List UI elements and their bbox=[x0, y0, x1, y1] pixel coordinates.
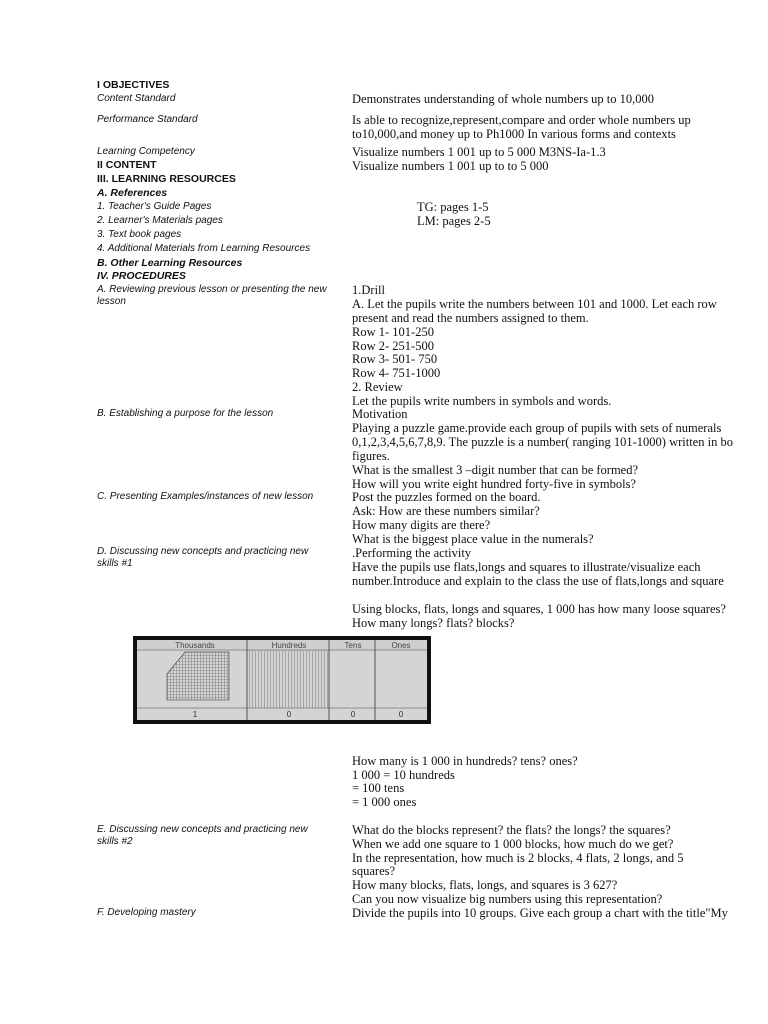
content-heading: II CONTENT bbox=[97, 159, 157, 171]
procedure-d-line: 1 000 = 10 hundreds bbox=[352, 768, 455, 782]
place-value-chart bbox=[137, 640, 427, 720]
performance-standard-line-1: Is able to recognize,represent,compare and order whole numbers up bbox=[352, 113, 691, 127]
content-standard-label: Content Standard bbox=[97, 93, 176, 104]
procedure-c-label: C. Presenting Examples/instances of new lesson bbox=[97, 491, 314, 502]
header-thousands: Thousands bbox=[175, 641, 215, 650]
performance-standard-label: Performance Standard bbox=[97, 114, 198, 125]
learning-resources-heading: III. LEARNING RESOURCES bbox=[97, 173, 236, 185]
learning-competency-label: Learning Competency bbox=[97, 146, 195, 157]
procedure-d-line: .Performing the activity bbox=[352, 546, 472, 560]
procedure-a-line: A. Let the pupils write the numbers between 101 and 1000. Let each row bbox=[352, 297, 717, 311]
procedure-b-line: Playing a puzzle game.provide each group of pupils with sets of numerals bbox=[352, 421, 722, 435]
header-tens: Tens bbox=[344, 641, 362, 650]
procedure-b-line: 0,1,2,3,4,5,6,7,8,9. The puzzle is a number( ranging 101-1000) written in bo bbox=[352, 435, 733, 449]
content-text: Visualize numbers 1 001 up to to 5 000 bbox=[352, 159, 549, 173]
procedure-a-line: present and read the numbers assigned to them. bbox=[352, 311, 589, 325]
procedure-a-label: A. Reviewing previous lesson or presenting the new lesson bbox=[97, 284, 327, 307]
procedure-d-line: number.Introduce and explain to the class the use of flats,longs and square bbox=[352, 574, 724, 588]
procedure-d-line: How many is 1 000 in hundreds? tens? ones? bbox=[352, 754, 578, 768]
learners-materials-label: 2. Learner's Materials pages bbox=[97, 215, 223, 226]
procedure-a-line: Let the pupils write numbers in symbols and words. bbox=[352, 394, 612, 408]
procedure-d-line: Have the pupils use flats,longs and squares to illustrate/visualize each bbox=[352, 560, 701, 574]
procedure-c-line: How many digits are there? bbox=[352, 518, 491, 532]
performance-standard-line-2: to10,000,and money up to Ph1000 In various forms and contexts bbox=[352, 127, 676, 141]
additional-materials-label: 4. Additional Materials from Learning Resources bbox=[97, 243, 311, 254]
procedure-e-line: In the representation, how much is 2 blocks, 4 flats, 2 longs, and 5 bbox=[352, 851, 684, 865]
procedure-e-line: squares? bbox=[352, 864, 396, 878]
header-hundreds: Hundreds bbox=[271, 641, 307, 650]
procedure-e-line: Can you now visualize big numbers using this representation? bbox=[352, 892, 663, 906]
procedure-b-label: B. Establishing a purpose for the lesson bbox=[97, 408, 274, 419]
teachers-guide-pages: TG: pages 1-5 bbox=[417, 200, 489, 214]
place-value-figure bbox=[133, 636, 431, 724]
references-heading: A. References bbox=[97, 187, 168, 199]
procedures-heading: IV. PROCEDURES bbox=[97, 270, 186, 282]
other-resources-heading: B. Other Learning Resources bbox=[97, 257, 243, 269]
objectives-heading: I OBJECTIVES bbox=[97, 79, 170, 91]
procedure-a-line: Row 3- 501- 750 bbox=[352, 352, 438, 366]
procedure-d-label: D. Discussing new concepts and practicing new skills #1 bbox=[97, 546, 309, 569]
procedure-b-line: What is the smallest 3 –digit number that can be formed? bbox=[352, 463, 639, 477]
procedure-c-line: Post the puzzles formed on the board. bbox=[352, 490, 541, 504]
content-standard-text: Demonstrates understanding of whole numbers up to 10,000 bbox=[352, 92, 655, 106]
procedure-f-label: F. Developing mastery bbox=[97, 907, 196, 918]
value-tens: 0 bbox=[350, 710, 356, 719]
procedure-d-line: = 1 000 ones bbox=[352, 795, 417, 809]
value-hundreds: 0 bbox=[286, 710, 292, 719]
procedure-d-line: Using blocks, flats, longs and squares, 1 000 has how many loose squares? bbox=[352, 602, 726, 616]
learners-materials-pages: LM: pages 2-5 bbox=[417, 214, 491, 228]
procedure-d-line: = 100 tens bbox=[352, 781, 405, 795]
procedure-e-line: When we add one square to 1 000 blocks, how much do we get? bbox=[352, 837, 674, 851]
header-ones: Ones bbox=[391, 641, 411, 650]
value-thousands: 1 bbox=[192, 710, 198, 719]
procedure-b-line: Motivation bbox=[352, 407, 408, 421]
hundreds-flats bbox=[247, 650, 329, 708]
procedure-a-line: Row 4- 751-1000 bbox=[352, 366, 441, 380]
teachers-guide-label: 1. Teacher's Guide Pages bbox=[97, 201, 212, 212]
procedure-f-line: Divide the pupils into 10 groups. Give each group a chart with the title"My bbox=[352, 906, 728, 920]
learning-competency-text: Visualize numbers 1 001 up to 5 000 M3NS-Ia-1.3 bbox=[352, 145, 606, 159]
procedure-b-line: How will you write eight hundred forty-five in symbols? bbox=[352, 477, 636, 491]
procedure-b-line: figures. bbox=[352, 449, 390, 463]
procedure-d-line: How many longs? flats? blocks? bbox=[352, 616, 515, 630]
value-ones: 0 bbox=[398, 710, 404, 719]
procedure-e-line: How many blocks, flats, longs, and squares is 3 627? bbox=[352, 878, 618, 892]
procedure-c-line: What is the biggest place value in the numerals? bbox=[352, 532, 594, 546]
procedure-c-line: Ask: How are these numbers similar? bbox=[352, 504, 540, 518]
procedure-e-line: What do the blocks represent? the flats? the longs? the squares? bbox=[352, 823, 671, 837]
procedure-a-line: Row 2- 251-500 bbox=[352, 339, 434, 353]
textbook-pages-label: 3. Text book pages bbox=[97, 229, 182, 240]
procedure-e-label: E. Discussing new concepts and practicing new skills #2 bbox=[97, 824, 308, 847]
procedure-a-line: Row 1- 101-250 bbox=[352, 325, 434, 339]
procedure-a-line: 2. Review bbox=[352, 380, 403, 394]
procedure-a-line: 1.Drill bbox=[352, 283, 385, 297]
